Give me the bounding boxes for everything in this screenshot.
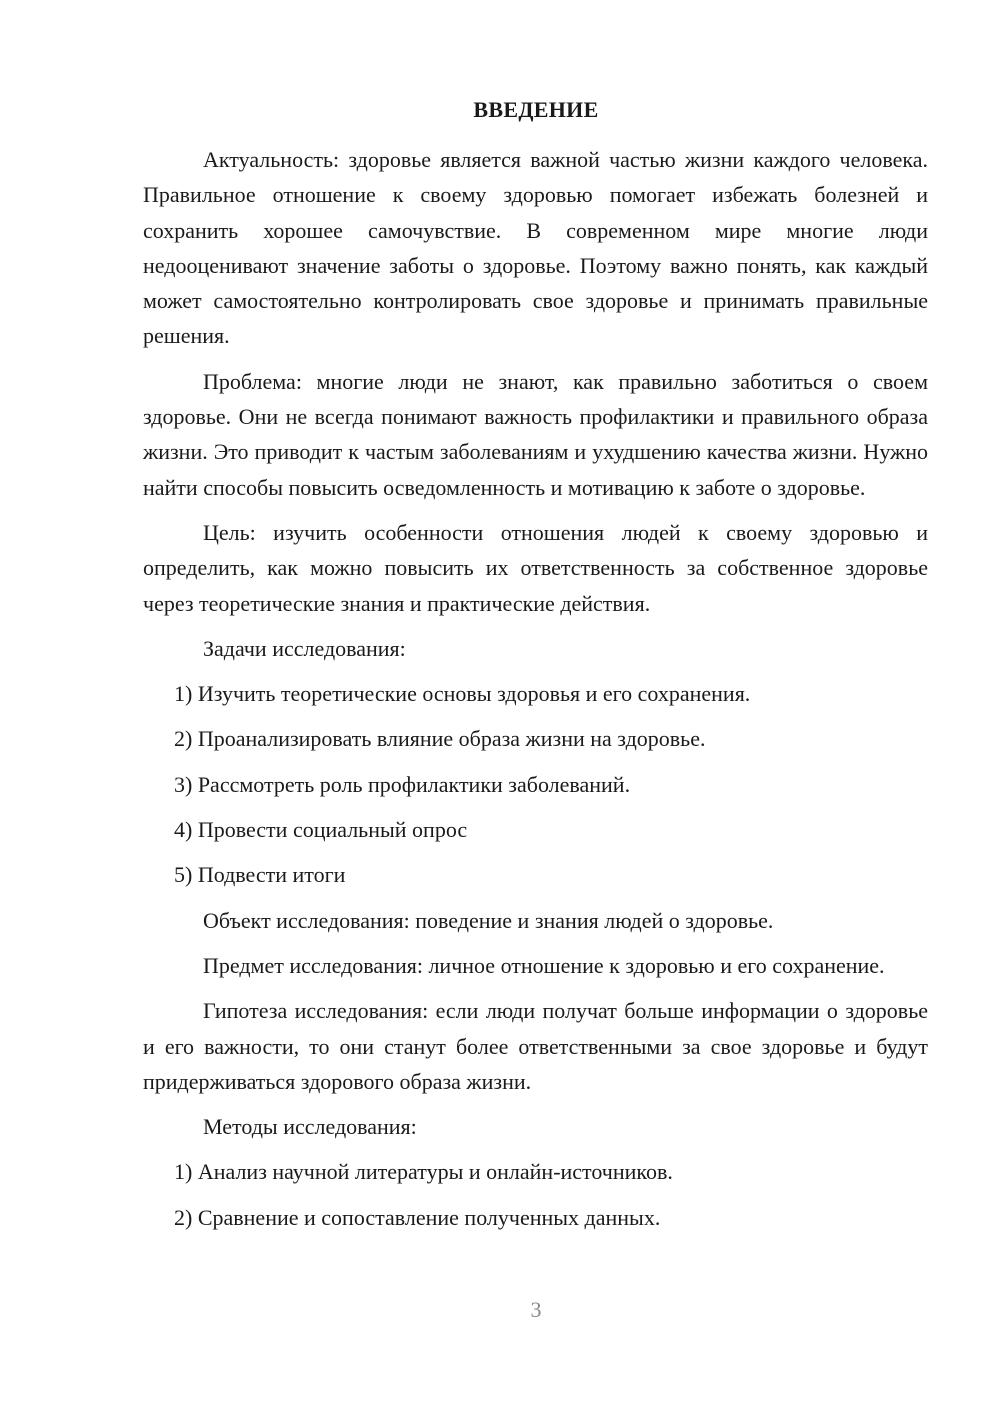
- subject-paragraph: Предмет исследования: личное отношение к здоровью и его сохранение.: [203, 952, 885, 978]
- task-item: 2) Проанализировать влияние образа жизни на здоровье.: [174, 726, 706, 752]
- task-item: 5) Подвести итоги: [174, 862, 346, 888]
- methods-heading: Методы исследования:: [203, 1114, 417, 1140]
- task-item: 4) Провести социальный опрос: [174, 817, 468, 843]
- method-item: 1) Анализ научной литературы и онлайн-источников.: [174, 1159, 673, 1185]
- problem-paragraph: Проблема: многие люди не знают, как правильно заботиться о своем здоровье. Они не всегда понимают важность профилактики и правильного образа жизни. Это приводит к частым заболеваниям и ухудшению качества жизни. Нужно найти способы повысить осведомленность и мотивацию к заботе о здоровье.: [143, 368, 928, 500]
- goal-paragraph: Цель: изучить особенности отношения людей к своему здоровью и определить, как можно повысить их ответственность за собственное здоровье через теоретические знания и практические действия.: [143, 519, 928, 616]
- task-item: 1) Изучить теоретические основы здоровья и его сохранения.: [174, 681, 751, 707]
- tasks-heading: Задачи исследования:: [203, 635, 406, 661]
- section-title: ВВЕДЕНИЕ: [473, 97, 599, 122]
- hypothesis-paragraph: Гипотеза исследования: если люди получат больше информации о здоровье и его важности, то они станут более ответственными за свое здоровье и будут придерживаться здорового образа жизни.: [143, 998, 928, 1094]
- object-paragraph: Объект исследования: поведение и знания людей о здоровье.: [203, 907, 774, 933]
- page-number: 3: [530, 1297, 542, 1322]
- document-body: [143, 142, 928, 1245]
- relevance-paragraph: Актуальность: здоровье является важной частью жизни каждого человека. Правильное отношение к своему здоровью помогает избежать болезней и сохранить хорошее самочувствие. В современном мире многие люди недооценивают значение заботы о здоровье. Поэтому важно понять, как каждый может самостоятельно контролировать свое здоровье и принимать правильные решения.: [143, 147, 928, 349]
- method-item: 2) Сравнение и сопоставление полученных данных.: [174, 1204, 661, 1230]
- task-item: 3) Рассмотреть роль профилактики заболеваний.: [174, 771, 631, 797]
